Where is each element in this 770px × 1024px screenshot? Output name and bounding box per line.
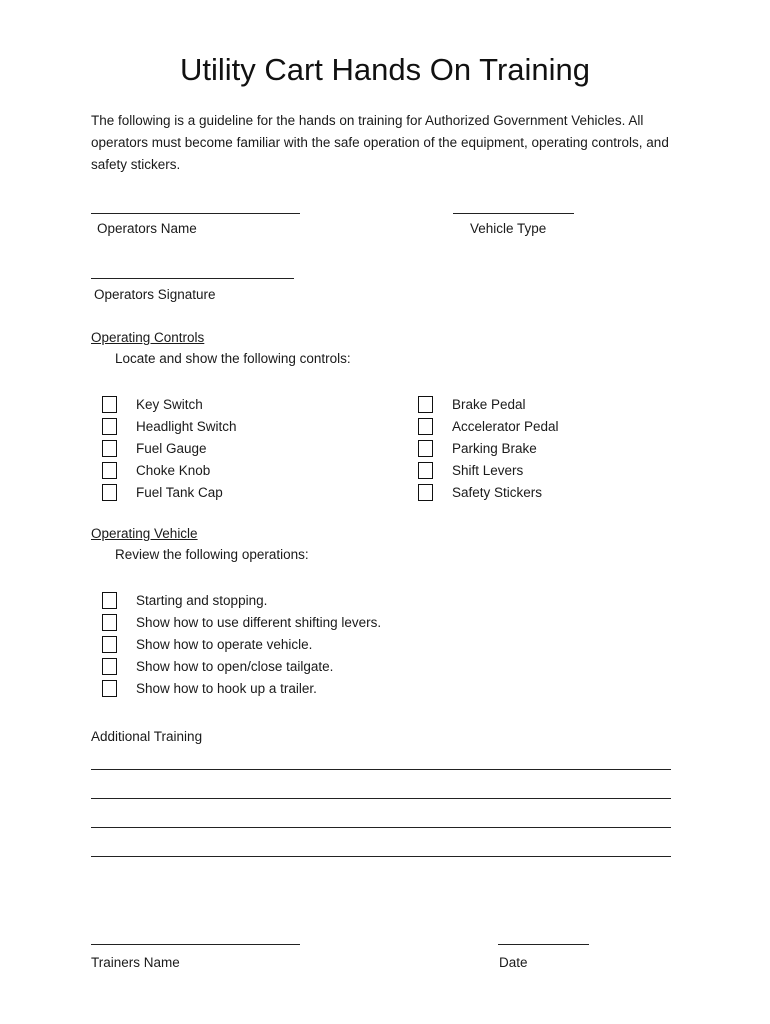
additional-training-line[interactable] [91,769,671,770]
additional-training-line[interactable] [91,827,671,828]
control-item [418,481,542,503]
control-item [418,393,526,415]
date-line[interactable] [498,944,589,945]
operation-label: Show how to operate vehicle. [136,636,313,652]
operators-signature-label: Operators Signature [94,287,216,302]
additional-training-line[interactable] [91,856,671,857]
operation-checkbox[interactable] [102,592,117,609]
page-title: Utility Cart Hands On Training [179,52,591,87]
intro-paragraph: The following is a guideline for the hands on training for Authorized Government Vehicles. All operators must become familiar with the safe operation of the equipment, operating controls, and safety stickers. [91,113,669,172]
vehicle-type-line[interactable] [453,213,574,214]
control-label: Choke Knob [136,462,211,478]
control-item [418,459,523,481]
control-label: Fuel Tank Cap [136,484,223,500]
control-checkbox[interactable] [418,440,433,457]
operation-label: Starting and stopping. [136,592,268,608]
control-checkbox[interactable] [102,418,117,435]
control-item [418,437,537,459]
operation-item [102,611,381,633]
operators-signature-line[interactable] [91,278,294,279]
control-checkbox[interactable] [418,418,433,435]
control-checkbox[interactable] [418,484,433,501]
date-label: Date [499,955,528,970]
control-label: Fuel Gauge [136,440,207,456]
control-label: Safety Stickers [452,484,543,500]
operation-item [102,677,317,699]
control-item [102,415,237,437]
control-label: Key Switch [136,396,203,412]
operation-item [102,589,267,611]
operation-label: Show how to hook up a trailer. [136,680,317,696]
trainers-name-line[interactable] [91,944,300,945]
control-label: Shift Levers [452,462,524,478]
operators-name-line[interactable] [91,213,300,214]
operation-checkbox[interactable] [102,680,117,697]
control-item [102,459,210,481]
operating-vehicle-heading: Operating Vehicle [91,526,198,541]
control-label: Brake Pedal [452,396,526,412]
operating-controls-heading: Operating Controls [91,330,205,345]
additional-training-line[interactable] [91,798,671,799]
control-checkbox[interactable] [102,462,117,479]
operation-checkbox[interactable] [102,614,117,631]
operation-checkbox[interactable] [102,636,117,653]
control-checkbox[interactable] [102,440,117,457]
operators-name-label: Operators Name [97,221,197,236]
vehicle-type-label: Vehicle Type [470,221,547,236]
operating-controls-instruction: Locate and show the following controls: [115,351,351,366]
control-item [102,481,223,503]
control-item [102,437,207,459]
control-label: Headlight Switch [136,418,237,434]
control-checkbox[interactable] [418,462,433,479]
control-label: Parking Brake [452,440,537,456]
operation-label: Show how to open/close tailgate. [136,658,334,674]
additional-training-label: Additional Training [91,729,203,744]
operating-vehicle-instruction: Review the following operations: [115,547,309,562]
operation-checkbox[interactable] [102,658,117,675]
control-label: Accelerator Pedal [452,418,559,434]
control-item [102,393,203,415]
operation-label: Show how to use different shifting levers. [136,614,382,630]
control-item [418,415,559,437]
control-checkbox[interactable] [102,484,117,501]
operation-item [102,633,312,655]
trainers-name-label: Trainers Name [91,955,180,970]
operation-item [102,655,333,677]
control-checkbox[interactable] [102,396,117,413]
control-checkbox[interactable] [418,396,433,413]
